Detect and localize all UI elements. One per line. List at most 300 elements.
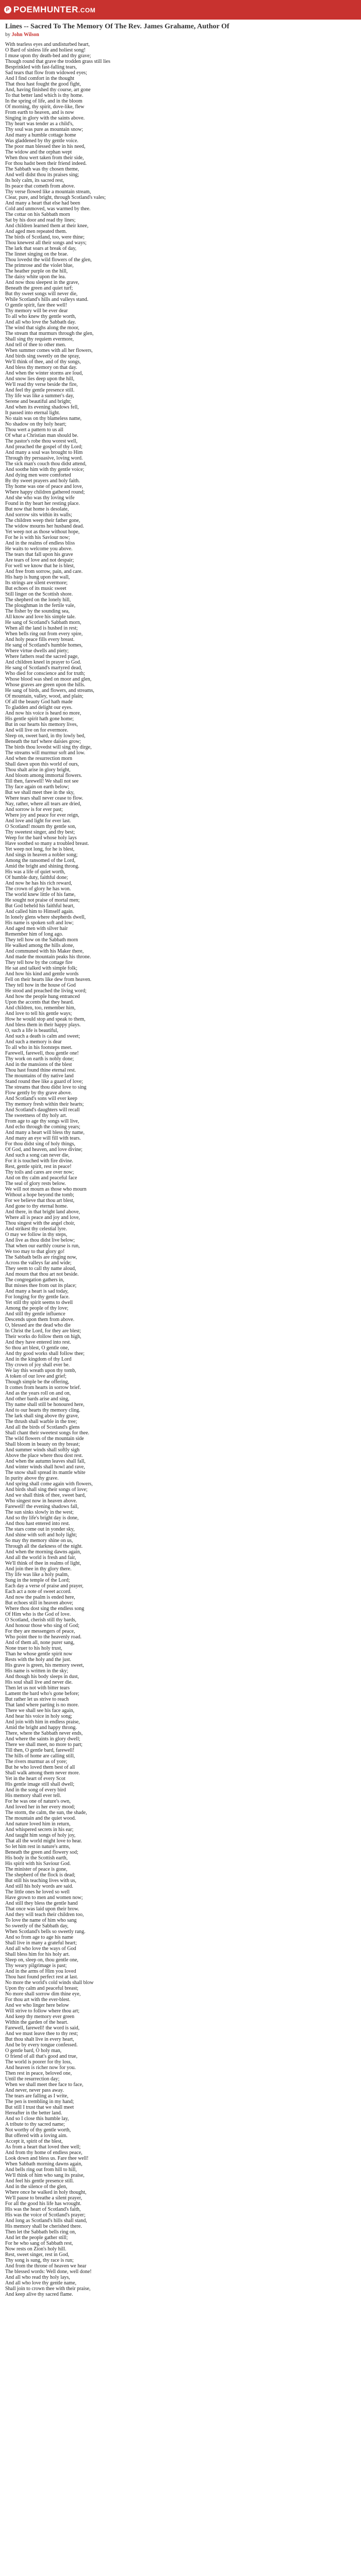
poem-line: Among the people of thy love;	[5, 1306, 69, 1311]
poem-line: And thy good works shall follow thee;	[5, 1351, 85, 1357]
poem-line: And such a song can never die,	[5, 1153, 70, 1158]
poem-line: The wild flowers of the mountain side	[5, 1436, 84, 1442]
poem-line: But still his teaching lives with us,	[5, 1878, 77, 1884]
poem-line: But he who loved them best of all	[5, 1765, 75, 1770]
poem-line: Upon the accents that they heard.	[5, 999, 74, 1005]
poem-line: From earth to heaven, and is now	[5, 110, 74, 115]
poem-line: We'll think of thee in realms of light,	[5, 1561, 81, 1566]
poem-line: Thou singest with the angel choir,	[5, 1221, 75, 1226]
poem-line: And such a death is calm and sweet;	[5, 1033, 80, 1039]
poem-line: His was the voice of Scotland's prayer;	[5, 2212, 86, 2218]
poem-line: For thou art with the ever-blest.	[5, 1997, 71, 2003]
poem-line: I muse upon thy death-bed and thy grave;	[5, 53, 91, 59]
poem-line: And keep thy memory ever green	[5, 2014, 75, 2020]
poem-line: O Scotland, cherish still thy bards,	[5, 1617, 77, 1623]
poem-line: Clear, pure, and bright, through Scotland's vales;	[5, 195, 106, 200]
poem-line: So may thy memory shine on us,	[5, 1538, 73, 1544]
poem-line: The Sabbath bells are ringing now,	[5, 1255, 77, 1260]
poem-line: The linnet singing on the brae.	[5, 251, 69, 257]
poem-line: The lark that soars at break of day,	[5, 246, 77, 251]
poem-line: But in our hearts his memory lives,	[5, 722, 78, 727]
poem-line: And children kneel in prayer to God.	[5, 659, 81, 665]
poem-line: The children weep their father gone,	[5, 518, 80, 523]
poem-line: And honour those who sing of God;	[5, 1623, 79, 1629]
poem-line: The widow mourns her husband dead.	[5, 523, 84, 529]
poem-line: And when the autumn leaves shall fall,	[5, 1459, 86, 1464]
poem-line: That when our earthly course is run,	[5, 1243, 80, 1249]
poem-line: And they have entered into rest.	[5, 1340, 71, 1345]
poem-line: Not worthy of thy gentle worth,	[5, 2127, 71, 2133]
poem-line: And such a memory is dear	[5, 1039, 62, 1045]
poem-line: Then rest in peace, beloved one,	[5, 2071, 72, 2076]
poem-line: And bloom among immortal flowers.	[5, 773, 83, 778]
poem-line: And hear his voice in holy song;	[5, 1714, 72, 1719]
poem-line: And many a heart will bless thy name,	[5, 1130, 85, 1136]
poem-line: And keep alive thy sacred flame.	[5, 2292, 73, 2297]
poem-line: No stain was on thy blameless name,	[5, 416, 82, 421]
poem-line: Thy home was one of peace and love,	[5, 484, 84, 489]
poem-line: And when the morning dawns again,	[5, 1549, 81, 1555]
poem-line: Are tears of love and not despair;	[5, 557, 74, 563]
poem-line: Without a hope beyond the tomb;	[5, 1192, 74, 1198]
poem-line: With tearless eyes and undisturbed heart,	[5, 42, 90, 47]
poem-line: And they will teach their children too,	[5, 1912, 84, 1918]
poem-line: None truer to his holy trust,	[5, 1646, 62, 1651]
poem-line: Where happy children gathered round;	[5, 489, 85, 495]
poem-line: Where joy and peace for ever reign,	[5, 812, 79, 818]
poem-line: His gentle image still shall dwell;	[5, 1782, 75, 1787]
poem-line: But still I trust that we shall meet	[5, 2105, 74, 2110]
poem-line: Yet weep not as those without hope,	[5, 529, 80, 535]
poem-line: For all the good his life has wrought.	[5, 2201, 81, 2207]
poem-line: Of Him who is the God of love.	[5, 1612, 71, 1617]
poem-line: And there, in that bright land above,	[5, 1209, 80, 1215]
poem-line: And never, never pass away.	[5, 2088, 64, 2093]
poem-line: For thou hadst been their friend indeed.	[5, 161, 87, 166]
poem-line: For well we know that he is blest,	[5, 563, 75, 569]
poem-line: When thou wert taken from their side,	[5, 155, 84, 161]
poem-line: And still thy gentle influence	[5, 1311, 65, 1317]
poem-line: And as the years roll on and on,	[5, 1391, 71, 1396]
poem-line: And holy peace fills every breast.	[5, 637, 75, 642]
poem-line: How he would stop and speak to them,	[5, 1016, 86, 1022]
poem-line: For he who sang of Sabbath rest,	[5, 2241, 73, 2246]
poem-line: And still his holy words are said.	[5, 1884, 73, 1889]
poem-line: Shall walk among them never more.	[5, 1770, 80, 1776]
poem-line: But we shall meet thee in the sky,	[5, 790, 75, 795]
poem-line: And thou hast entered into rest.	[5, 1521, 70, 1527]
poem-line: Whose blood was shed on moor and glen,	[5, 676, 92, 682]
poem-line: And we shall think of thee, sweet bard,	[5, 1493, 86, 1498]
poem-line: The sun sinks slowly in the west;	[5, 1510, 74, 1515]
poem-line: And bless thy memory on that day.	[5, 365, 77, 370]
poem-line: Was gladdened by thy gentle voice.	[5, 138, 78, 144]
poem-line: Besprinkled with fast-falling tears,	[5, 64, 77, 70]
poem-line: And all who love thy gentle name,	[5, 2280, 77, 2286]
poem-line: The little ones he loved so well	[5, 1889, 70, 1895]
poem-line: To gladden and delight our eyes.	[5, 705, 73, 710]
poem-line: And birds shall sing their songs of love;	[5, 1487, 88, 1493]
poem-line: He waits to welcome you above.	[5, 546, 73, 552]
site-name: POEMHUNTER.COM	[13, 5, 96, 14]
poem-line: For we believe that thou art blest,	[5, 1198, 75, 1204]
poem-line: He sang of birds, and flowers, and streams,	[5, 688, 94, 693]
poem-line: Found in thy heart her resting place.	[5, 501, 80, 506]
poem-line: Descends upon them from above.	[5, 1317, 75, 1323]
poem-line: The daisy white upon the lea.	[5, 274, 66, 280]
poem-line: The rivers murmur as of yore;	[5, 1759, 68, 1765]
poem-line: Shall bless him for his holy art.	[5, 1952, 70, 1957]
poem-line: Thy life was like a summer's day,	[5, 393, 74, 399]
poem-line: Shall sing thy requiem evermore,	[5, 336, 74, 342]
poem-line: And I find comfort in the thought	[5, 76, 74, 81]
poem-line: Cold and unmoved, was warmed by thee.	[5, 206, 91, 212]
poem-line: Then let us not with bitter tears	[5, 1685, 70, 1691]
poem-line: And taught him songs of holy joy,	[5, 1833, 76, 1838]
poem-line: The streams will murmur soft and low.	[5, 750, 86, 756]
poem-line: Nay, rather, where all tears are dried,	[5, 801, 81, 807]
poem-line: Sung in the temple of the Lord;	[5, 1578, 70, 1583]
poem-line: In Christ the Lord, for they are blest;	[5, 1328, 81, 1334]
poem-line: And of them all, none purer sang,	[5, 1640, 75, 1646]
poem-line: It passed into eternal light.	[5, 410, 60, 416]
poem-line: The seal of glory rests below.	[5, 1181, 66, 1187]
poem-line: And sorrow is for ever past;	[5, 807, 63, 812]
poem-line: The birds thou lovedst will sing thy dirge,	[5, 744, 92, 750]
poem-line: And join thee in thy glory there.	[5, 1566, 72, 1572]
poem-line: And in the realms of endless bliss	[5, 540, 75, 546]
poem-line: Of mountain, valley, wood, and plain;	[5, 693, 84, 699]
poem-line: Where virtue dwells and piety;	[5, 648, 69, 654]
poem-line: Yet still thy spirit seems to dwell	[5, 1300, 73, 1306]
poem-line: Yet in the heart of every Scot	[5, 1776, 65, 1782]
poem-line: The ploughman in the fertile vale,	[5, 603, 76, 608]
poem-line: And called him to Himself again.	[5, 909, 74, 914]
poem-line: And in the arms of Him you loved	[5, 1969, 76, 1974]
poem-title: Lines -- Sacred To The Memory Of The Rev. James Grahame, Author Of	[5, 23, 229, 30]
poem-line: His gentle spirit hath gone home;	[5, 716, 74, 722]
poem-line: And we who linger here below	[5, 2003, 69, 2008]
poem-line: Farewell! the evening shadows fall,	[5, 1504, 79, 1510]
poem-line: And all the birds of Scotland's glens	[5, 1425, 80, 1430]
poem-line: And from thy home of endless peace,	[5, 2150, 83, 2156]
poem-line: And aged men repeated them.	[5, 229, 67, 234]
poem-line: But misses thee from out its place;	[5, 1283, 77, 1289]
poem-line: His harp is hung upon the wall,	[5, 574, 70, 580]
poem-line: And many a soul was brought to Him	[5, 450, 83, 455]
poem-line: To that better land which is thy home.	[5, 93, 84, 98]
poem-line: Of all the beauty God hath made	[5, 699, 73, 705]
poem-line: Yet weep not long, for he is blest,	[5, 846, 75, 852]
poem-line: We'll read thy verse beside the fire,	[5, 382, 78, 387]
poem-line: When Sabbath morning dawns again,	[5, 2161, 83, 2167]
poem-line: Where thou dost sing the endless song	[5, 1606, 85, 1612]
poem-line: For they are messengers of peace,	[5, 1629, 75, 1634]
poem-line: And all who read thy holy lays,	[5, 2275, 70, 2280]
poem-line: To all who in his footsteps meet.	[5, 1045, 73, 1050]
poem-line: Rest, sweet singer, rest in God,	[5, 2252, 70, 2258]
poem-line: When bells ring out from every spire,	[5, 631, 83, 637]
poem-line: Each act a note of sweet accord.	[5, 1589, 72, 1595]
poem-line: His name is spoken soft and low;	[5, 920, 74, 926]
poem-line: And many a heart is sad today,	[5, 1289, 69, 1294]
poem-line: Among the ransomed of the Lord,	[5, 858, 76, 863]
poem-line: For it is touched with fire divine.	[5, 1158, 73, 1164]
poem-line: He stood and preached the living word;	[5, 988, 87, 994]
poem-line: They seem to call thy name aloud,	[5, 1266, 76, 1272]
poem-line: And how the people hung entranced	[5, 994, 80, 999]
poem-line: And sings in heaven a nobler song;	[5, 852, 78, 858]
poem-line: But thy sweet songs will never die,	[5, 291, 78, 297]
poem-line: And bless them in their happy plays.	[5, 1022, 81, 1028]
poem-line: Thy toils and cares are over now;	[5, 1170, 74, 1175]
poem-line: Thou hast found thine eternal rest.	[5, 1067, 76, 1073]
poem-line: And mourn that thou art not beside.	[5, 1272, 79, 1277]
poem-line: Though round that grave the trodden grass still lies	[5, 59, 110, 64]
poem-line: O gentle bard, O holy man,	[5, 2048, 62, 2054]
poem-line: But rather let us strive to reach	[5, 1697, 69, 1702]
poem-line: For thou didst sing of holy things,	[5, 1141, 75, 1147]
poem-line: Who died for conscience and for truth;	[5, 671, 85, 676]
poem-line: It comes from hearts in sorrow brief.	[5, 1385, 81, 1391]
poem-line: Look down and bless us. Fare thee well!	[5, 2156, 89, 2161]
poem-line: In lonely glens where shepherds dwell,	[5, 914, 86, 920]
poem-line: Who singest now in heaven above.	[5, 1498, 77, 1504]
poem-line: O gentle spirit, fare thee well!	[5, 302, 67, 308]
poem-line: Farewell, farewell, thou gentle one!	[5, 1050, 79, 1056]
poem-line: The minister of peace is gone,	[5, 1867, 68, 1872]
poem-line: The crown of glory he has won.	[5, 886, 71, 892]
poem-line: And all the world is fresh and fair,	[5, 1555, 76, 1561]
poem-line: The mountains of thy native land	[5, 1073, 74, 1079]
poem-line: Till then, farewell! We shall not see	[5, 778, 79, 784]
poem-line: Each day a verse of praise and prayer,	[5, 1583, 84, 1589]
poem-line: Across the valleys far and wide;	[5, 1260, 72, 1266]
poem-line: But now that home is desolate,	[5, 506, 69, 512]
poem-line: Through thy persuasive, loving word.	[5, 455, 83, 461]
poem-line: Shall dawn upon this world of ours,	[5, 761, 79, 767]
poem-line: And dying men were comforted	[5, 472, 71, 478]
poem-line: And now he has his rich reward,	[5, 880, 72, 886]
poem-line: The Sabbath was thy chosen theme,	[5, 166, 79, 172]
poem-line: Beneath the green and flowery sod;	[5, 1850, 78, 1855]
poem-line: Sat by his door and read thy lines;	[5, 217, 76, 223]
poem-line: Serene and beautiful and bright;	[5, 399, 72, 404]
poem-line: Than he whose gentle spirit now	[5, 1651, 73, 1657]
poem-line: They tell how in the house of God	[5, 982, 76, 988]
author-prefix: by	[5, 32, 10, 38]
poem-line: And still they bless the gentle hand	[5, 1901, 78, 1906]
poem-line: His grave is green, his memory sweet,	[5, 1663, 84, 1668]
poem-line: The fisher by the sounding sea,	[5, 608, 70, 614]
poem-line: Its peace that cometh from above.	[5, 183, 75, 189]
poem-line: His memory shall ever tell.	[5, 1793, 61, 1799]
poem-line: As from a heart that loved thee well;	[5, 2144, 81, 2150]
poem-line: And bells ring out from hill to hill,	[5, 2167, 77, 2173]
poem-line: And though his body sleeps in dust,	[5, 1674, 79, 1680]
poem-line: Hereafter in the better land.	[5, 2110, 62, 2116]
poem-line: In purity above thy grave.	[5, 1476, 59, 1481]
poem-line: Shall join to crown thee with their praise,	[5, 2286, 91, 2292]
poem-line: And soothe him with thy gentle voice;	[5, 467, 85, 472]
poem-line: Thy name shall still be honoured here,	[5, 1402, 85, 1408]
poem-line: But echoes still in heaven above;	[5, 1600, 73, 1606]
poem-line: Until the resurrection day;	[5, 2076, 60, 2082]
poem-line: But thou shalt live in every heart,	[5, 2037, 74, 2042]
poem-line: Thy life was like a holy psalm,	[5, 1572, 69, 1578]
poem-line: Where fathers read the sacred page,	[5, 654, 79, 659]
poem-line: His was the heart of Scotland's faith,	[5, 2207, 81, 2212]
poem-line: Thy verse flowed like a mountain stream,	[5, 189, 91, 195]
poem-line: Thy work on earth is nobly done;	[5, 1056, 74, 1062]
poem-line: They tell how by the cottage fire	[5, 960, 73, 965]
poem-line: The birds of Scotland, too, were thine;	[5, 234, 85, 240]
poem-line: A token of our love and grief;	[5, 1374, 67, 1379]
poem-line: Thy memory will be ever dear	[5, 308, 68, 314]
poem-line: He sang of Scotland's martyred dead,	[5, 665, 82, 671]
poem-line: Through all the darkness of the night.	[5, 1544, 83, 1549]
poem-line: Will strive to follow where thou art;	[5, 2008, 80, 2014]
poem-line: We'll think of him who sang its praise,	[5, 2173, 85, 2178]
poem-line: And she who was thy loving wife	[5, 495, 75, 501]
poem-line: O Scotland! mourn thy gentle son,	[5, 824, 76, 829]
poem-line: Remember him of long ago.	[5, 931, 63, 937]
poem-line: The storm, the calm, the sun, the shade,	[5, 1810, 87, 1816]
poem-line: There, where the Sabbath never ends,	[5, 1731, 83, 1736]
poem-line: No more shall sorrow dim thine eye,	[5, 1991, 81, 1997]
poem-line: And so I close this humble lay,	[5, 2116, 69, 2122]
poem-line: And Scotland's daughters will recall	[5, 1107, 80, 1113]
poem-line: And loved her in her every mood;	[5, 1804, 75, 1810]
poemhunter-logo-icon: P	[4, 6, 11, 13]
poem-line: And spring shall come again with flowers,	[5, 1481, 93, 1487]
poem-line: And when its evening shadows fell,	[5, 404, 79, 410]
poem-line: O may we follow in thy steps,	[5, 1232, 68, 1238]
poem-line: Sleep on, sweet bard, in thy lowly bed,	[5, 733, 86, 739]
poem-line: And children, too, remember him,	[5, 1005, 76, 1011]
poem-line: The wind that sighs along the moor,	[5, 325, 79, 331]
poem-line: And all who love the Sabbath day.	[5, 319, 76, 325]
poem-line: Of humble duty, faithful done;	[5, 875, 68, 880]
poem-line: And love and light for ever last.	[5, 818, 71, 824]
poem-line: Where tears shall never cease to flow.	[5, 795, 84, 801]
poem-line: When all the land is hushed in rest;	[5, 625, 78, 631]
poem-line: Till then, O gentle bard, farewell!	[5, 1748, 75, 1753]
poem-line: Amid the bright and shining throng.	[5, 863, 79, 869]
poem-line: And feel his gentle presence still.	[5, 2178, 74, 2184]
poem-line: Beneath the turf where daisies grow;	[5, 739, 81, 744]
poem-line: O, such a life is beautiful,	[5, 1028, 59, 1033]
poem-line: Upon thy calm and peaceful breast;	[5, 1986, 78, 1991]
author-link[interactable]: John Wilson	[11, 32, 39, 38]
poem-line: And nature loved him in return,	[5, 1821, 71, 1827]
poem-line: Thy crown of joy shall ever be.	[5, 1362, 70, 1368]
poem-line: They tell how on the Sabbath morn	[5, 937, 78, 943]
poem-line: And join with him in endless praise,	[5, 1719, 80, 1725]
poem-line: So let him rest in nature's arms,	[5, 1844, 70, 1850]
poem-line: And so thy life's bright day is done,	[5, 1515, 79, 1521]
poem-line: The blessed words: Well done, well done!	[5, 2269, 92, 2275]
poem-line: Whose graves are green upon the hills.	[5, 682, 86, 688]
poem-line: We'll think of thee, and of thy songs,	[5, 359, 81, 365]
poem-line: His memory shall be cherished there.	[5, 2224, 82, 2229]
poem-line: Singing in glory with the saints above.	[5, 115, 85, 121]
poem-line: Beneath the green and quiet turf;	[5, 285, 73, 291]
poem-line: For he was one of nature's own,	[5, 1799, 71, 1804]
poem-line: And winter winds shall howl and rave,	[5, 1464, 85, 1470]
poem-line: The lark shall sing above thy grave,	[5, 1413, 79, 1419]
poem-author-line	[5, 32, 356, 38]
poem-line: And in the kingdom of thy Lord	[5, 1357, 72, 1362]
poem-line: And made the mountain peaks his throne.	[5, 954, 91, 960]
poem-line: And summer winds shall softly sigh	[5, 1447, 80, 1453]
poem-line: The congregation gathers in,	[5, 1277, 64, 1283]
poem-line: And many a heart that else had been	[5, 200, 80, 206]
poem-line: And in the silence of the glen,	[5, 2184, 68, 2190]
poem-line: Have grown to men and women now;	[5, 1895, 83, 1901]
poem-line: By thy sweet prayers and holy faith.	[5, 478, 80, 484]
main-content	[5, 23, 356, 2297]
poem-line: And in the song of every bird	[5, 1787, 66, 1793]
poem-line: The heather purple on the hill,	[5, 268, 68, 274]
poem-line: Of what a Christian man should be.	[5, 433, 78, 438]
poem-line: The streams that thou didst love to sing	[5, 1084, 87, 1090]
poem-line: Lament the bard who's gone before;	[5, 1691, 79, 1697]
poem-line: And when the winter storms are loud,	[5, 370, 83, 376]
poem-line: The cottar on his Sabbath morn	[5, 212, 70, 217]
poem-line: In the spring of life, and in the bloom	[5, 98, 83, 104]
poem-line: The thrush shall warble in the tree;	[5, 1419, 77, 1425]
poem-line: And, having finished thy course, art gone	[5, 87, 91, 93]
poem-line: Fell on their hearts like dew from heaven.	[5, 977, 92, 982]
poem-line: The world is poorer for thy loss,	[5, 2059, 72, 2065]
poem-line: We'll pause to breathe a silent prayer,	[5, 2195, 83, 2201]
poem-line: Rests with the holy and the just.	[5, 1657, 72, 1663]
poem-line: From age to age thy songs will live,	[5, 1118, 79, 1124]
poem-line: But echoes of its music sweet	[5, 586, 67, 591]
poem-line: And birds sing sweetly on the spray,	[5, 353, 80, 359]
poem-line: When we shall meet thee face to face,	[5, 2082, 84, 2088]
poem-line: His soul shall live and never die.	[5, 1680, 73, 1685]
site-logo[interactable]	[4, 4, 95, 16]
poem-line: The sweetness of thy holy art.	[5, 1113, 67, 1118]
poem-line: Thy heart was tender as a child's,	[5, 121, 74, 127]
poem-line: Rest, gentle spirit, rest in peace!	[5, 1164, 72, 1170]
poem-line: O friend of all that's good and true,	[5, 2054, 78, 2059]
poem-line: Where all is peace and joy and love,	[5, 1215, 80, 1221]
poem-line: And now thou sleepest in the grave,	[5, 280, 79, 285]
poem-line: Farewell, farewell! the word is said,	[5, 2025, 80, 2031]
poem-line: But God beheld his faithful heart,	[5, 903, 75, 909]
poem-line: And will live on for evermore.	[5, 727, 69, 733]
poem-line: The tears that fall upon his grave	[5, 552, 73, 557]
poem-line: His name is written in the sky;	[5, 1668, 69, 1674]
poem-line: The world knew little of his fame,	[5, 892, 76, 897]
poem-line: His was a life of quiet worth,	[5, 869, 65, 875]
poem-line: That land where parting is no more.	[5, 1702, 79, 1708]
poem-line: Thy face again on earth below;	[5, 784, 70, 790]
poem-line: He sang of Scotland's Sabbath morn,	[5, 620, 81, 625]
poem-line: Their works do follow them on high,	[5, 1334, 81, 1340]
poem-line: Where once he walked in holy thought,	[5, 2190, 87, 2195]
poem-line: Amid the bright and happy throng.	[5, 1725, 77, 1731]
poem-line: Thou shalt arise in glory bright,	[5, 767, 71, 773]
poem-line: Within the garden of the heart.	[5, 2020, 69, 2025]
poem-line: The stream that murmurs through the glen,	[5, 331, 94, 336]
poem-line: O Bard of sinless life and holiest song!	[5, 47, 86, 53]
poem-line: There we shall meet, no more to part;	[5, 1742, 83, 1748]
poem-line: And be by every tongue confessed.	[5, 2042, 78, 2048]
